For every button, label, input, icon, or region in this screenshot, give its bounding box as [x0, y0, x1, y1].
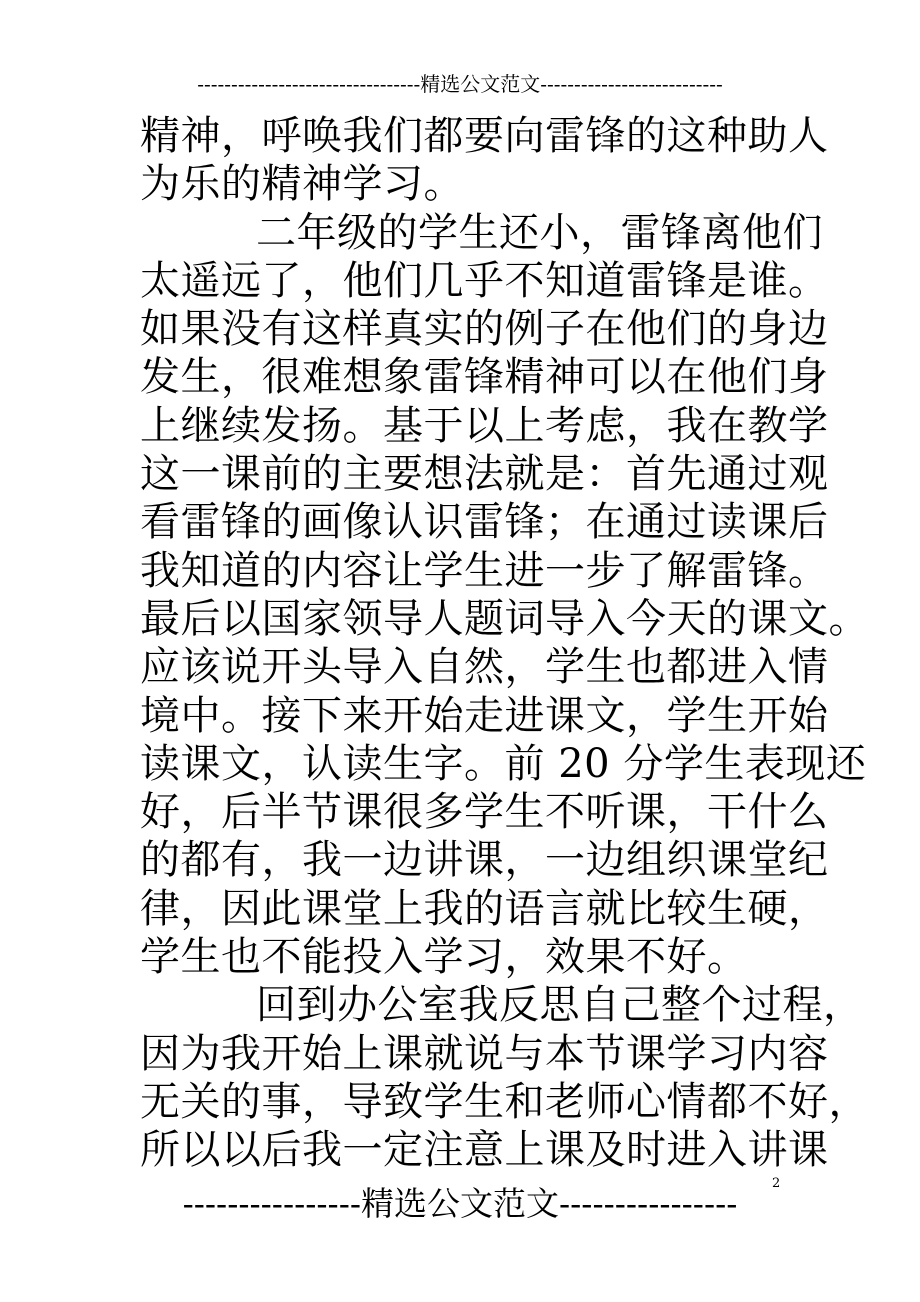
text-line: 律，因此课堂上我的语言就比较生硬，	[140, 885, 829, 932]
text-line: 太遥远了，他们几乎不知道雷锋是谁。	[140, 257, 829, 304]
text-line: 上继续发扬。基于以上考虑，我在教学	[140, 402, 829, 449]
page-number: 2	[772, 1176, 781, 1191]
text-line: 的都有，我一边讲课，一边组织课堂纪	[140, 837, 829, 884]
text-line: 这一课前的主要想法就是：首先通过观	[140, 451, 829, 498]
text-line: 我知道的内容让学生进一步了解雷锋。	[140, 547, 829, 594]
text-line: 好，后半节课很多学生不听课，干什么	[140, 789, 829, 836]
paragraph-start-line: 回到办公室我反思自己整个过程，	[256, 982, 864, 1029]
document-body	[140, 112, 869, 1175]
text-line: 所以以后我一定注意上课及时进入讲课	[140, 1127, 829, 1174]
text-line: 最后以国家领导人题词导入今天的课文。	[140, 595, 869, 642]
text-line: 学生也不能投入学习，效果不好。	[140, 934, 748, 981]
text-line: 精神，呼唤我们都要向雷锋的这种助人	[140, 113, 829, 159]
page-footer: ----------------精选公文范文----------------	[182, 1184, 738, 1223]
text-line: 为乐的精神学习。	[140, 161, 464, 208]
text-line: 境中。接下来开始走进课文，学生开始	[140, 692, 829, 739]
page-header: ---------------------------------精选公文范文---------------------------	[197, 72, 723, 96]
text-line: 应该说开头导入自然，学生也都进入情	[140, 644, 829, 691]
paragraph-start-line: 二年级的学生还小，雷锋离他们	[256, 209, 823, 256]
text-line: 因为我开始上课就说与本节课学习内容	[140, 1030, 829, 1077]
text-line: 读课文，认读生字。前 20 分学生表现还	[140, 740, 867, 787]
text-line: 如果没有这样真实的例子在他们的身边	[140, 306, 829, 353]
text-line: 看雷锋的画像认识雷锋；在通过读课后	[140, 499, 829, 546]
text-line: 发生，很难想象雷锋精神可以在他们身	[140, 354, 829, 401]
text-line: 无关的事，导致学生和老师心情都不好，	[140, 1078, 869, 1125]
